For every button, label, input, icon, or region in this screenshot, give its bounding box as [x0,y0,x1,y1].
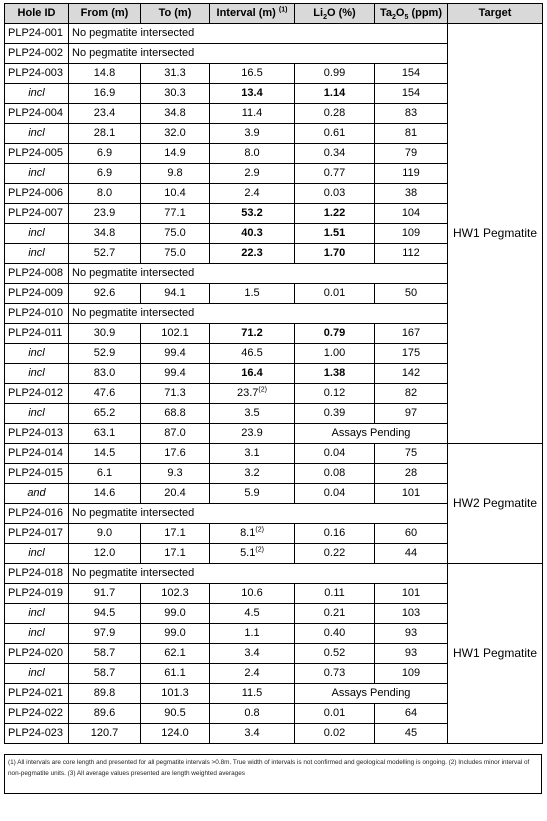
cell-note: No pegmatite intersected [69,264,448,284]
cell-assays-pending: Assays Pending [295,684,448,704]
cell-interval-value: 22.3 [241,247,263,259]
cell-to: 17.1 [141,544,210,564]
cell-ta2o5: 101 [375,484,448,504]
cell-li2o: 0.77 [295,164,375,184]
cell-note: No pegmatite intersected [69,564,448,584]
cell-ta2o5: 93 [375,624,448,644]
cell-from: 89.8 [69,684,141,704]
cell-to: 75.0 [141,244,210,264]
cell-ta2o5: 64 [375,704,448,724]
cell-to: 32.0 [141,124,210,144]
cell-to: 87.0 [141,424,210,444]
cell-hole-id: incl [5,364,69,384]
cell-ta2o5: 83 [375,104,448,124]
cell-ta2o5: 50 [375,284,448,304]
cell-to: 102.3 [141,584,210,604]
cell-hole-id: incl [5,664,69,684]
cell-interval [210,664,295,684]
cell-hole-id: PLP24-008 [5,264,69,284]
cell-to: 99.0 [141,604,210,624]
cell-interval [210,344,295,364]
cell-interval-value: 3.1 [244,447,260,459]
cell-to: 62.1 [141,644,210,664]
cell-interval [210,284,295,304]
cell-hole-id: PLP24-020 [5,644,69,664]
cell-li2o: 0.39 [295,404,375,424]
table-header [5,4,543,24]
cell-ta2o5: 154 [375,64,448,84]
cell-ta2o5: 119 [375,164,448,184]
cell-interval [210,464,295,484]
cell-from: 6.9 [69,144,141,164]
cell-to: 34.8 [141,104,210,124]
cell-interval [210,704,295,724]
cell-interval-value: 23.9 [241,427,263,439]
cell-interval [210,404,295,424]
cell-from: 23.9 [69,204,141,224]
cell-li2o: 0.73 [295,664,375,684]
table-row [5,444,543,464]
footnote: (1) All intervals are core length and presented for all pegmatite intervals >0.8m. True width of intervals is not confirmed and geological modelling is ongoing. (2) Includes minor interval of non-pegmatite units. (3) All average values presented are length weighted averages [4,754,542,794]
cell-interval-value: 23.7 [237,387,259,399]
cell-interval-value: 3.4 [244,727,260,739]
cell-interval-value: 8.0 [244,147,260,159]
cell-interval [210,144,295,164]
cell-interval-value: 1.1 [244,627,260,639]
cell-interval [210,524,295,544]
cell-hole-id: PLP24-022 [5,704,69,724]
cell-li2o: 0.22 [295,544,375,564]
cell-ta2o5: 60 [375,524,448,544]
cell-hole-id: PLP24-015 [5,464,69,484]
cell-interval-value: 11.5 [241,687,263,699]
cell-to: 20.4 [141,484,210,504]
cell-interval-footnote: (2) [255,546,264,554]
cell-from: 23.4 [69,104,141,124]
cell-to: 9.8 [141,164,210,184]
cell-to: 101.3 [141,684,210,704]
cell-to: 31.3 [141,64,210,84]
cell-note: No pegmatite intersected [69,24,448,44]
cell-to: 10.4 [141,184,210,204]
cell-ta2o5: 109 [375,224,448,244]
cell-hole-id: PLP24-006 [5,184,69,204]
header-ta2o5 [375,4,448,24]
cell-to: 61.1 [141,664,210,684]
cell-ta2o5: 109 [375,664,448,684]
cell-to: 14.9 [141,144,210,164]
cell-ta2o5: 104 [375,204,448,224]
cell-from: 16.9 [69,84,141,104]
cell-from: 6.1 [69,464,141,484]
cell-ta2o5: 101 [375,584,448,604]
cell-li2o: 0.03 [295,184,375,204]
cell-li2o: 1.00 [295,344,375,364]
cell-interval-value: 71.2 [241,327,263,339]
cell-li2o: 0.40 [295,624,375,644]
cell-li2o: 0.52 [295,644,375,664]
cell-hole-id: PLP24-007 [5,204,69,224]
header-from: From (m) [69,4,141,24]
table-body [5,24,543,744]
cell-interval-footnote: (2) [258,386,267,394]
cell-interval [210,684,295,704]
cell-hole-id: PLP24-019 [5,584,69,604]
cell-interval [210,164,295,184]
cell-li2o: 0.11 [295,584,375,604]
cell-from: 94.5 [69,604,141,624]
cell-interval [210,324,295,344]
cell-from: 83.0 [69,364,141,384]
cell-from: 65.2 [69,404,141,424]
cell-interval-footnote: (2) [255,526,264,534]
cell-hole-id: PLP24-004 [5,104,69,124]
cell-interval [210,224,295,244]
header-li2o-sub: 2 [323,14,327,22]
cell-ta2o5: 175 [375,344,448,364]
header-ta2o5-tail: (ppm) [408,7,442,19]
cell-hole-id: incl [5,344,69,364]
cell-hole-id: incl [5,84,69,104]
cell-assays-pending: Assays Pending [295,424,448,444]
header-li2o [295,4,375,24]
cell-li2o: 0.08 [295,464,375,484]
cell-interval [210,544,295,564]
cell-li2o: 0.16 [295,524,375,544]
cell-li2o: 0.04 [295,444,375,464]
cell-ta2o5: 79 [375,144,448,164]
cell-ta2o5: 97 [375,404,448,424]
cell-ta2o5: 81 [375,124,448,144]
header-interval-text: Interval (m) [216,7,276,19]
cell-to: 94.1 [141,284,210,304]
cell-from: 30.9 [69,324,141,344]
cell-li2o: 1.70 [295,244,375,264]
cell-li2o: 0.04 [295,484,375,504]
cell-interval-value: 13.4 [241,87,263,99]
cell-to: 90.5 [141,704,210,724]
cell-from: 47.6 [69,384,141,404]
cell-to: 124.0 [141,724,210,744]
cell-interval-value: 5.9 [244,487,260,499]
cell-hole-id: PLP24-023 [5,724,69,744]
cell-interval [210,444,295,464]
cell-li2o: 0.02 [295,724,375,744]
cell-to: 71.3 [141,384,210,404]
cell-to: 75.0 [141,224,210,244]
cell-li2o: 0.12 [295,384,375,404]
cell-interval [210,204,295,224]
cell-interval [210,644,295,664]
cell-hole-id: PLP24-021 [5,684,69,704]
header-ta2o5-mid: O [395,7,405,19]
cell-hole-id: and [5,484,69,504]
target-hw1-lower: HW1 Pegmatite [448,564,543,744]
cell-from: 63.1 [69,424,141,444]
cell-interval-value: 2.9 [244,167,260,179]
cell-ta2o5: 28 [375,464,448,484]
cell-li2o: 0.61 [295,124,375,144]
cell-li2o: 0.21 [295,604,375,624]
header-to: To (m) [141,4,210,24]
cell-note: No pegmatite intersected [69,304,448,324]
cell-from: 89.6 [69,704,141,724]
header-hole-id: Hole ID [5,4,69,24]
cell-from: 14.8 [69,64,141,84]
cell-hole-id: PLP24-018 [5,564,69,584]
cell-hole-id: PLP24-002 [5,44,69,64]
cell-from: 92.6 [69,284,141,304]
cell-interval-value: 53.2 [241,207,263,219]
cell-to: 68.8 [141,404,210,424]
cell-from: 14.6 [69,484,141,504]
cell-hole-id: incl [5,544,69,564]
cell-to: 99.4 [141,344,210,364]
cell-ta2o5: 112 [375,244,448,264]
cell-interval-value: 46.5 [241,347,263,359]
cell-interval-value: 3.5 [244,407,260,419]
cell-ta2o5: 142 [375,364,448,384]
cell-li2o: 0.01 [295,704,375,724]
cell-li2o: 1.51 [295,224,375,244]
header-ta2o5-main: Ta [379,7,393,19]
cell-interval [210,604,295,624]
cell-interval-value: 2.4 [244,667,260,679]
cell-to: 77.1 [141,204,210,224]
header-ta2o5-sub2: 5 [404,14,409,22]
drill-results-table-container [4,3,542,744]
cell-interval-value: 1.5 [244,287,260,299]
cell-from: 52.9 [69,344,141,364]
cell-hole-id: PLP24-010 [5,304,69,324]
cell-interval-value: 11.4 [241,107,263,119]
cell-hole-id: PLP24-012 [5,384,69,404]
cell-interval-value: 4.5 [244,607,260,619]
table-row [5,564,543,584]
cell-interval [210,484,295,504]
cell-ta2o5: 93 [375,644,448,664]
cell-li2o: 0.28 [295,104,375,124]
cell-li2o: 0.99 [295,64,375,84]
cell-note: No pegmatite intersected [69,44,448,64]
cell-hole-id: PLP24-001 [5,24,69,44]
cell-from: 12.0 [69,544,141,564]
cell-from: 34.8 [69,224,141,244]
cell-interval [210,244,295,264]
cell-hole-id: PLP24-009 [5,284,69,304]
cell-interval [210,184,295,204]
header-ta2o5-sub: 2 [392,14,396,22]
cell-ta2o5: 103 [375,604,448,624]
cell-hole-id: PLP24-005 [5,144,69,164]
drill-results-table [4,3,543,744]
target-hw2: HW2 Pegmatite [448,444,543,564]
cell-from: 28.1 [69,124,141,144]
cell-interval [210,384,295,404]
header-li2o-tail: O (%) [326,7,356,19]
cell-to: 17.6 [141,444,210,464]
cell-interval-value: 2.4 [244,187,260,199]
cell-interval [210,724,295,744]
cell-interval [210,104,295,124]
table-row [5,24,543,44]
cell-from: 120.7 [69,724,141,744]
cell-li2o: 0.01 [295,284,375,304]
cell-from: 9.0 [69,524,141,544]
cell-hole-id: incl [5,404,69,424]
cell-interval [210,124,295,144]
cell-hole-id: incl [5,164,69,184]
cell-interval [210,424,295,444]
cell-to: 99.4 [141,364,210,384]
cell-interval-value: 0.8 [244,707,260,719]
cell-interval [210,64,295,84]
cell-interval-value: 5.1 [240,547,256,559]
cell-to: 17.1 [141,524,210,544]
cell-interval-value: 16.5 [241,67,263,79]
cell-interval-value: 3.4 [244,647,260,659]
cell-interval [210,364,295,384]
cell-interval-value: 8.1 [240,527,256,539]
header-target: Target [448,4,543,24]
cell-to: 9.3 [141,464,210,484]
cell-li2o: 1.22 [295,204,375,224]
cell-li2o: 0.34 [295,144,375,164]
cell-hole-id: PLP24-014 [5,444,69,464]
cell-hole-id: PLP24-013 [5,424,69,444]
cell-hole-id: PLP24-003 [5,64,69,84]
cell-li2o: 1.14 [295,84,375,104]
cell-interval [210,624,295,644]
cell-interval-value: 3.2 [244,467,260,479]
cell-to: 102.1 [141,324,210,344]
cell-hole-id: incl [5,604,69,624]
cell-interval-value: 16.4 [241,367,263,379]
cell-interval-value: 10.6 [241,587,263,599]
cell-interval [210,584,295,604]
cell-li2o: 0.79 [295,324,375,344]
cell-hole-id: incl [5,624,69,644]
cell-to: 30.3 [141,84,210,104]
cell-ta2o5: 45 [375,724,448,744]
cell-ta2o5: 154 [375,84,448,104]
header-row [5,4,543,24]
cell-to: 99.0 [141,624,210,644]
cell-from: 52.7 [69,244,141,264]
cell-interval [210,84,295,104]
cell-from: 58.7 [69,664,141,684]
cell-hole-id: incl [5,224,69,244]
cell-ta2o5: 167 [375,324,448,344]
cell-hole-id: PLP24-011 [5,324,69,344]
cell-hole-id: incl [5,244,69,264]
cell-li2o: 1.38 [295,364,375,384]
cell-from: 6.9 [69,164,141,184]
cell-hole-id: PLP24-016 [5,504,69,524]
cell-note: No pegmatite intersected [69,504,448,524]
cell-from: 58.7 [69,644,141,664]
cell-from: 91.7 [69,584,141,604]
cell-hole-id: PLP24-017 [5,524,69,544]
header-interval-footnote: (1) [278,6,288,14]
cell-ta2o5: 38 [375,184,448,204]
cell-ta2o5: 75 [375,444,448,464]
cell-from: 97.9 [69,624,141,644]
cell-interval-value: 3.9 [244,127,260,139]
header-interval [210,4,295,24]
cell-ta2o5: 44 [375,544,448,564]
cell-from: 8.0 [69,184,141,204]
cell-interval-value: 40.3 [241,227,263,239]
cell-hole-id: incl [5,124,69,144]
cell-ta2o5: 82 [375,384,448,404]
cell-from: 14.5 [69,444,141,464]
header-li2o-main: Li [313,7,324,19]
target-hw1-upper: HW1 Pegmatite [448,24,543,444]
